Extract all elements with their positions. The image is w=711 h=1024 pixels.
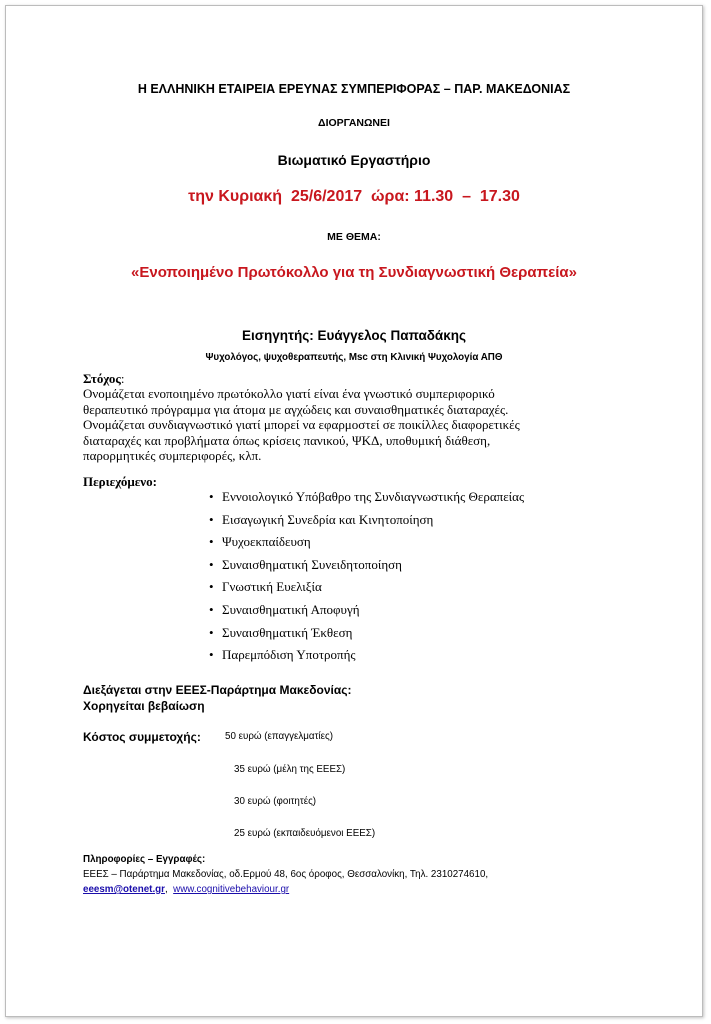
event-type: Βιωματικό Εργαστήριο	[277, 152, 431, 168]
list-item: • Εννοιολογικό Υπόβαθρο της Συνδιαγνωστικής Θεραπείας	[209, 486, 524, 509]
goal-text	[83, 386, 643, 464]
cost-item: 30 ευρώ (φοιτητές)	[234, 796, 317, 807]
goal-heading	[83, 371, 124, 387]
list-item: • Εισαγωγική Συνεδρία και Κινητοποίηση	[209, 509, 524, 532]
list-item: • Συναισθηματική Αποφυγή	[209, 599, 524, 622]
cost-label: Κόστος συμμετοχής:	[83, 730, 201, 744]
list-item: • Ψυχοεκπαίδευση	[209, 531, 524, 554]
goal-line: Ονομάζεται συνδιαγνωστικό γιατί μπορεί να εφαρμοστεί σε ποικίλλες διαφορετικές	[83, 417, 520, 433]
document-page	[5, 5, 703, 1017]
list-item: • Συναισθηματική Συνειδητοποίηση	[209, 554, 524, 577]
topics-list	[209, 486, 524, 667]
goal-line: Ονομάζεται ενοποιημένο πρωτόκολλο γιατί είναι ένα γνωστικό συμπεριφορικό	[83, 386, 495, 401]
contact-address: ΕΕΕΣ – Παράρτημα Μακεδονίας, οδ.Ερμού 48, 6ος όροφος, Θεσσαλονίκη, Τηλ. 2310274610,	[83, 869, 489, 880]
cost-item: 50 ευρώ (επαγγελματίες)	[225, 731, 333, 742]
workshop-title: «Ενοποιημένο Πρωτόκολλο για τη Συνδιαγνωστική Θεραπεία»	[131, 264, 577, 281]
organizes-label: ΔΙΟΡΓΑΝΩΝΕΙ	[318, 117, 390, 129]
goal-line: θεραπευτικό πρόγραμμα για άτομα με αγχώδεις και συναισθηματικές διαταραχές.	[83, 401, 509, 417]
goal-line: παρορμητικές συμπεριφορές, κλπ.	[83, 448, 262, 464]
event-date-time: την Κυριακή 25/6/2017 ώρα: 11.30 – 17.30	[188, 188, 520, 205]
organizer-heading: Η ΕΛΛΗΝΙΚΗ ΕΤΑΙΡΕΙΑ ΕΡΕΥΝΑΣ ΣΥΜΠΕΡΙΦΟΡΑΣ – ΠΑΡ. ΜΑΚΕΔΟΝΙΑΣ	[137, 82, 571, 96]
website-link[interactable]: www.cognitivebehaviour.gr	[173, 884, 290, 895]
theme-label: ΜΕ ΘΕΜΑ:	[327, 231, 381, 243]
venue-block	[83, 682, 351, 714]
cost-item: 35 ευρώ (μέλη της ΕΕΕΣ)	[234, 764, 346, 775]
certificate-text: Χορηγείται βεβαίωση	[83, 699, 205, 713]
list-item: • Γνωστική Ευελιξία	[209, 576, 524, 599]
list-item: • Παρεμπόδιση Υποτροπής	[209, 644, 524, 667]
speaker-credentials: Ψυχολόγος, ψυχοθεραπευτής, Msc στη Κλινική Ψυχολογία ΑΠΘ	[205, 352, 503, 363]
goal-label: Στόχος	[83, 371, 121, 386]
venue-text: Διεξάγεται στην ΕΕΕΣ-Παράρτημα Μακεδονίας:	[83, 683, 352, 697]
info-heading: Πληροφορίες – Εγγραφές:	[83, 854, 206, 865]
contact-links	[83, 884, 289, 895]
list-item: • Συναισθηματική Έκθεση	[209, 622, 524, 645]
content-heading: Περιεχόμενο:	[83, 474, 157, 489]
cost-item: 25 ευρώ (εκπαιδευόμενοι ΕΕΕΣ)	[234, 828, 376, 839]
goal-colon: :	[120, 371, 125, 386]
link-separator: ,	[164, 884, 168, 895]
goal-line: διαταραχές και προβλήματα όπως κρίσεις πανικού, ΨΚΔ, υποθυμική διάθεση,	[83, 432, 491, 448]
email-link[interactable]: eeesm@otenet.gr	[83, 884, 165, 895]
speaker-name: Εισηγητής: Ευάγγελος Παπαδάκης	[241, 328, 467, 343]
